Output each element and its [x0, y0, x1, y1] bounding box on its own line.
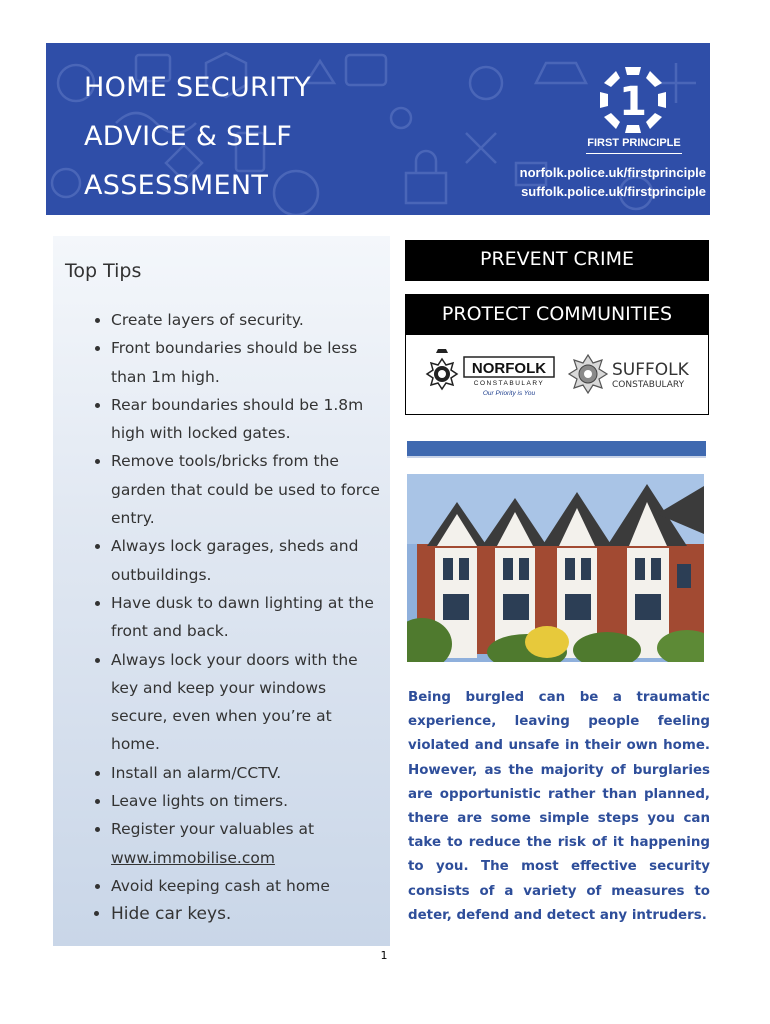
- norfolk-url[interactable]: norfolk.police.uk/firstprinciple: [519, 165, 706, 180]
- protect-communities-heading: PROTECT COMMUNITIES: [406, 295, 708, 335]
- list-item: • Remove tools/bricks from the garden that could be used to force entry.: [111, 447, 381, 532]
- intro-paragraph: Being burgled can be a traumatic experience, leaving people feeling violated and unsafe in their own home. However, as the majority of burglaries are opportunistic rather than planned, there are some simple steps you can take to reduce the risk of it happening to you. The most effective security consists of a variety of measures to deter, defend and detect any intruders.: [408, 690, 710, 923]
- top-tips-heading: Top Tips: [65, 260, 142, 282]
- list-item-register: [111, 815, 381, 872]
- list-item: • Create layers of security.: [111, 306, 381, 334]
- logo-divider: [586, 153, 682, 154]
- police-star-icon: [569, 355, 607, 393]
- list-item: • Install an alarm/CCTV.: [111, 759, 381, 787]
- protect-communities-box: [405, 294, 709, 415]
- list-item: • Avoid keeping cash at home: [111, 872, 381, 900]
- page-number: 1: [380, 949, 388, 962]
- suffolk-wordmark: SUFFOLK: [612, 360, 689, 380]
- list-item: • Have dusk to dawn lighting at the front and back.: [111, 589, 381, 646]
- prevent-crime-banner: PREVENT CRIME: [405, 240, 709, 281]
- suffolk-constabulary-logo: [566, 347, 702, 401]
- first-principle-logo-icon: [598, 65, 668, 135]
- list-item: • Front boundaries should be less than 1m high.: [111, 334, 381, 391]
- title-line-2: ADVICE & SELF: [84, 121, 293, 152]
- top-tips-panel: [53, 236, 390, 946]
- list-item: • Leave lights on timers.: [111, 787, 381, 815]
- suffolk-url[interactable]: suffolk.police.uk/firstprinciple: [521, 184, 706, 199]
- norfolk-sub: CONSTABULARY: [473, 380, 545, 387]
- title-line-3: ASSESSMENT: [84, 170, 269, 201]
- document-title: [84, 63, 311, 210]
- norfolk-tagline: Our Priority is You: [482, 390, 536, 397]
- list-item: • Rear boundaries should be 1.8m high with locked gates.: [111, 391, 381, 448]
- first-principle-name: FIRST PRINCIPLE: [587, 137, 681, 149]
- register-text: Register your valuables at: [111, 820, 315, 839]
- title-line-1: HOME SECURITY: [84, 72, 311, 103]
- terraced-houses-photo: [407, 474, 704, 662]
- list-item: • Always lock your doors with the key and keep your windows secure, even when you’re at home.: [111, 646, 381, 759]
- police-crest-icon: [427, 349, 457, 389]
- norfolk-constabulary-logo: [420, 347, 560, 401]
- header-banner: [46, 43, 710, 215]
- logo-numeral: 1: [619, 79, 647, 125]
- list-item: • Hide car keys.: [111, 900, 381, 928]
- suffolk-sub: CONSTABULARY: [612, 380, 685, 390]
- top-tips-list: [65, 306, 381, 929]
- list-item: • Always lock garages, sheds and outbuildings.: [111, 532, 381, 589]
- norfolk-wordmark: NORFOLK: [471, 360, 547, 377]
- section-divider: [407, 441, 706, 456]
- immobilise-link[interactable]: www.immobilise.com: [111, 848, 275, 867]
